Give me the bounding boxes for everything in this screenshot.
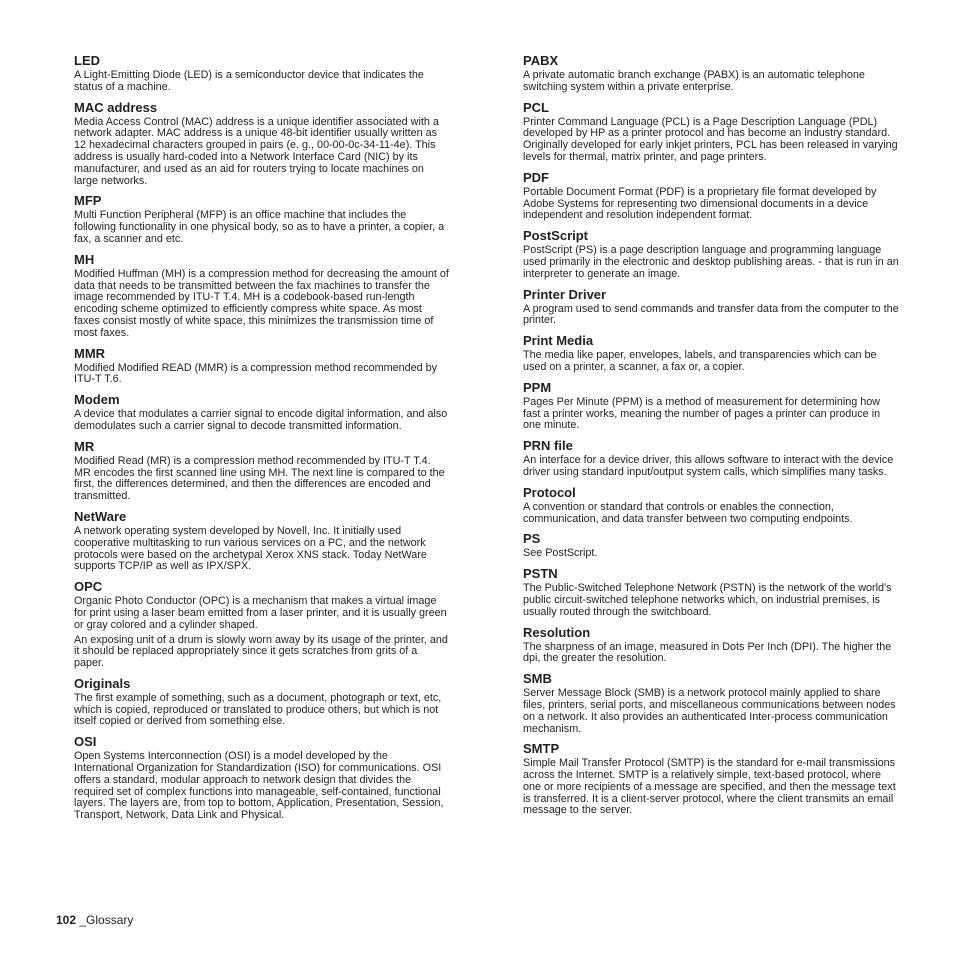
glossary-entry bbox=[523, 287, 899, 328]
glossary-entry bbox=[74, 53, 450, 94]
glossary-term: PRN file bbox=[523, 438, 573, 454]
glossary-definition: Portable Document Format (PDF) is a proprietary file format developed by Adobe Systems for representing two dimensional documents in a device independent and resolution independent format. bbox=[523, 185, 877, 222]
glossary-definition: Server Message Block (SMB) is a network protocol mainly applied to share files, printers, serial ports, and miscellaneous communications between nodes on a network. It also provides an authenticated Inter-process communication mechanism. bbox=[523, 687, 896, 735]
glossary-entry bbox=[74, 346, 450, 387]
glossary-entry bbox=[523, 100, 899, 164]
glossary-definition: The sharpness of an image, measured in Dots Per Inch (DPI). The higher the dpi, the greater the resolution. bbox=[523, 640, 892, 665]
glossary-definition: A private automatic branch exchange (PABX) is an automatic telephone switching system within a private enterprise. bbox=[523, 69, 865, 93]
glossary-entry bbox=[74, 676, 450, 728]
glossary-term: PSTN bbox=[523, 566, 558, 582]
glossary-definition: The Public-Switched Telephone Network (PSTN) is the network of the world's public circuit-switched telephone networks which, on industrial premises, is usually routed through the switchboard. bbox=[523, 582, 892, 618]
glossary-definition: A network operating system developed by Novell, Inc. It initially used cooperative multitasking to run various services on a PC, and the network protocols were based on the archetypal Xerox XNS stack. Today NetWare supports TCP/IP as well as IPX/SPX. bbox=[74, 524, 427, 573]
glossary-term: PDF bbox=[523, 169, 549, 185]
glossary-definition: Pages Per Minute (PPM) is a method of measurement for determining how fast a printer works, meaning the number of pages a printer can produce in one minute. bbox=[523, 395, 881, 432]
glossary-definition: Open Systems Interconnection (OSI) is a model developed by the International Organization for Standardization (ISO) for communications. OSI offers a standard, modular approach to network design that divides the required set of complex functions into manageable, self-contained, functional layers. The layers are, from top to bottom, Application, Presentation, Session, Transport, Network, Data Link and Physical. bbox=[74, 750, 444, 822]
glossary-definition: The first example of something, such as a document, photograph or text, etc, which is copied, reproduced or translated to produce others, but which is not itself copied or derived from something else. bbox=[74, 691, 442, 728]
glossary-term: Protocol bbox=[523, 484, 576, 500]
glossary-term: NetWare bbox=[74, 508, 127, 524]
glossary-term: PPM bbox=[523, 379, 552, 395]
glossary-term: PS bbox=[523, 531, 541, 547]
glossary-entry bbox=[523, 485, 899, 526]
glossary-entry bbox=[523, 228, 899, 280]
glossary-definition: See PostScript. bbox=[523, 547, 598, 560]
glossary-definition: An interface for a device driver, this allows software to interact with the device driver using standard input/output system calls, which simplifies many tasks. bbox=[523, 454, 894, 478]
glossary-entry bbox=[74, 252, 450, 340]
glossary-entry bbox=[74, 579, 450, 670]
glossary-definition: An exposing unit of a drum is slowly worn away by its usage of the printer, and it should be replaced appropriately since it gets scratches from grits of a paper. bbox=[74, 633, 448, 670]
glossary-entry bbox=[74, 509, 450, 573]
glossary-entry bbox=[523, 531, 899, 560]
glossary-entry bbox=[523, 53, 899, 94]
glossary-definition: Multi Function Peripheral (MFP) is an office machine that includes the following functionality in one physical body, so as to have a printer, a copier, a fax, a scanner and etc. bbox=[74, 209, 445, 245]
glossary-entry bbox=[74, 734, 450, 822]
glossary-term: Print Media bbox=[523, 333, 594, 349]
glossary-definition: Media Access Control (MAC) address is a unique identifier associated with a network adapter. MAC address is a unique 48-bit identifier usually written as 12 hexadecimal characters grouped in pairs (e. g., 00-00-0c-34-11-4e). This address is usually hard-coded into a Network Interface Card (NIC) by its manufacturer, and used as an aid for routers trying to locate machines on large networks. bbox=[74, 115, 439, 187]
glossary-definition: A device that modulates a carrier signal to encode digital information, and also demodulates such a carrier signal to decode transmitted information. bbox=[74, 408, 448, 432]
page-number: 102 bbox=[56, 913, 77, 927]
glossary-term: SMTP bbox=[523, 741, 560, 757]
glossary-term: PCL bbox=[523, 99, 549, 115]
glossary-term: OSI bbox=[74, 734, 97, 750]
glossary-term: PABX bbox=[523, 53, 559, 68]
glossary-entry bbox=[523, 438, 899, 479]
glossary-definition: PostScript (PS) is a page description language and programming language used primarily in the electronic and desktop publishing areas. - that is run in an interpreter to generate an image. bbox=[523, 244, 899, 280]
glossary-definition: A Light-Emitting Diode (LED) is a semiconductor device that indicates the status of a machine. bbox=[74, 69, 424, 93]
glossary-term: PostScript bbox=[523, 228, 589, 244]
glossary-term: OPC bbox=[74, 579, 103, 595]
glossary-definition: Printer Command Language (PCL) is a Page Description Language (PDL) developed by HP as a printer protocol and has become an industry standard. Originally developed for early inkjet printers, PCL has been released in varying levels for thermal, matrix printer, and page printers. bbox=[523, 115, 898, 163]
glossary-term: MH bbox=[74, 251, 95, 267]
glossary-entry bbox=[74, 392, 450, 433]
glossary-definition: Modified Read (MR) is a compression method recommended by ITU-T T.4. MR encodes the first scanned line using MH. The next line is compared to the first, the differences determined, and then the differences are encoded and transmitted. bbox=[74, 454, 445, 503]
glossary-definition: A convention or standard that controls or enables the connection, communication, and data transfer between two computing endpoints. bbox=[523, 500, 853, 525]
glossary-term: MFP bbox=[74, 193, 102, 209]
glossary-term: LED bbox=[74, 53, 100, 68]
glossary-definition: Modified Huffman (MH) is a compression method for decreasing the amount of data that needs to be transmitted between the fax machines to transfer the image recommended by ITU-T T.4. MH is a codebook-based run-length encoding scheme optimized to efficiently compress white space. As most faxes consist mostly of white space, this minimizes the transmission time of most faxes. bbox=[74, 267, 449, 339]
glossary-entry bbox=[523, 625, 899, 666]
glossary-term: Resolution bbox=[523, 624, 591, 640]
glossary-entry bbox=[523, 170, 899, 222]
glossary-definition: The media like paper, envelopes, labels, and transparencies which can be used on a printer, a scanner, a fax or, a copier. bbox=[523, 349, 877, 373]
glossary-entry bbox=[74, 439, 450, 503]
glossary-term: MMR bbox=[74, 345, 106, 361]
glossary-entry bbox=[523, 566, 899, 618]
glossary-term: Printer Driver bbox=[523, 286, 607, 302]
glossary-term: MAC address bbox=[74, 99, 158, 115]
glossary-term: SMB bbox=[523, 671, 552, 687]
glossary-entry bbox=[74, 193, 450, 245]
glossary-definition: A program used to send commands and transfer data from the computer to the printer. bbox=[523, 302, 899, 327]
glossary-entry bbox=[74, 100, 450, 188]
glossary-definition: Organic Photo Conductor (OPC) is a mechanism that makes a virtual image for print using a laser beam emitted from a laser printer, and it is usually green or gray colored and a cylinder shaped. bbox=[74, 595, 447, 631]
section-name: _Glossary bbox=[76, 913, 134, 927]
glossary-entry bbox=[523, 380, 899, 432]
glossary-left-column bbox=[74, 53, 450, 828]
glossary-definition: Modified Modified READ (MMR) is a compression method recommended by ITU-T T.6. bbox=[74, 361, 438, 386]
glossary-right-column bbox=[523, 53, 899, 823]
glossary-term: Modem bbox=[74, 392, 120, 408]
glossary-term: Originals bbox=[74, 675, 131, 691]
glossary-definition: Simple Mail Transfer Protocol (SMTP) is the standard for e-mail transmissions across the Internet. SMTP is a relatively simple, text-based protocol, where one or more recipients of a message are specified, and then the message text is transferred. It is a client-server protocol, where the client transmits an email message to the server. bbox=[523, 757, 896, 817]
glossary-entry bbox=[523, 333, 899, 374]
glossary-entry bbox=[523, 741, 899, 817]
glossary-term: MR bbox=[74, 438, 95, 454]
glossary-entry bbox=[523, 671, 899, 735]
page-footer bbox=[56, 913, 133, 927]
